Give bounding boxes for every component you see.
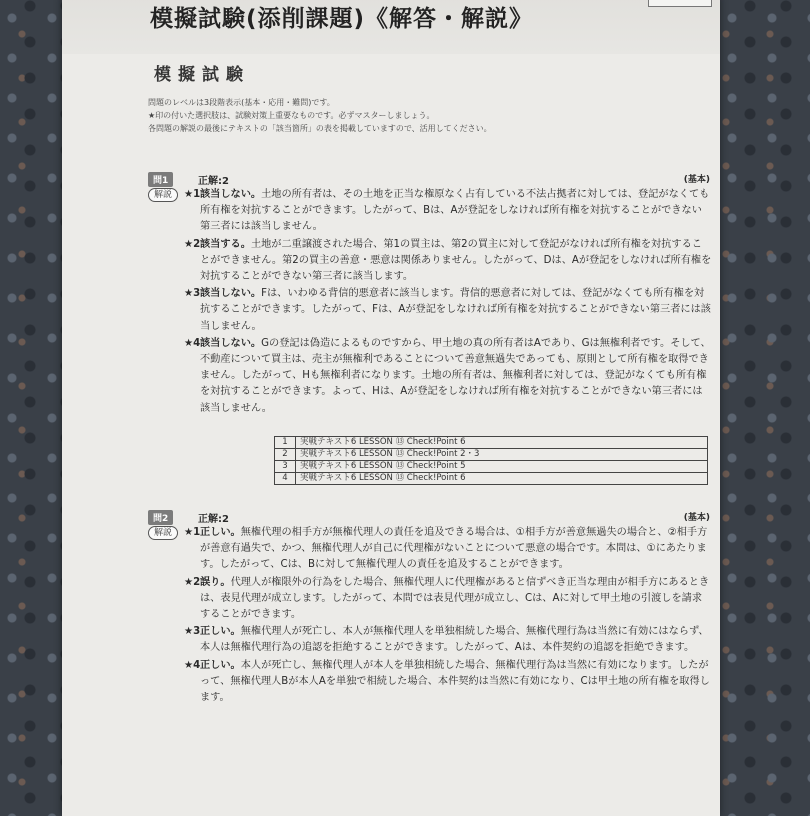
important-mark: ★3 — [184, 626, 201, 638]
answer-sheet-page — [62, 0, 720, 816]
question-badge: 問2 — [148, 510, 173, 525]
important-mark: ★1 — [184, 527, 201, 538]
explanation-item — [184, 658, 712, 707]
explanation-item — [184, 575, 712, 624]
reference-text: 実戦テキスト6 LESSON ⑬ Check!Point 6 — [296, 437, 708, 449]
verdict: 該当しない。 — [200, 288, 262, 300]
explanation-item — [184, 237, 712, 286]
explanation-label: 解説 — [148, 526, 178, 540]
explanation-text: 無権代理人が死亡し、本人が無権代理人を単独相続した場合、無権代理行為は当然に有効にはならず、本人は無権代理行為の追認を拒絶することができます。したがって、Aは、本件契約の追認を拒絶できます。 — [200, 626, 709, 654]
reference-text: 実戦テキスト6 LESSON ⑬ Check!Point 2・3 — [296, 449, 708, 461]
section-title: 模擬試験 — [154, 65, 250, 85]
explanation-text: 土地の所有者は、その土地を正当な権原なく占有している不法占拠者に対しては、登記がなくても所有権を対抗することができます。したがって、Bは、Aが登記をしなければ所有権を対抗することができない第三者には該当しません。 — [200, 189, 710, 233]
important-mark: ★2 — [184, 576, 201, 588]
explanation-text: Gの登記は偽造によるものですから、甲土地の真の所有者はAであり、Gは無権利者です。そして、不動産について買主は、売主が無権利であることについて善意無過失であっても、原則として所有権を取得できません。したがって、Hも無権利者になります。土地の所有者は、無権利者に対しては、登記がなくても所有権を対抗することができます。よって、Hは、Aが登記をしなければ所有権を対抗することができない第三者には該当しません。 — [200, 337, 711, 414]
important-mark: ★3 — [184, 288, 201, 300]
question-1-header — [148, 172, 710, 188]
page-title: 模擬試験(添削課題)《解答・解説》 — [150, 6, 534, 32]
table-row — [275, 461, 708, 473]
verdict: 該当しない。 — [200, 189, 262, 200]
explanation-item — [184, 525, 712, 574]
reference-number: 4 — [275, 473, 296, 485]
reference-table — [274, 436, 708, 485]
verdict: 該当する。 — [200, 238, 251, 250]
question-2-header — [148, 510, 710, 526]
explanation-label: 解説 — [148, 188, 178, 202]
important-mark: ★2 — [184, 238, 201, 250]
verdict: 正しい。 — [200, 659, 241, 671]
reference-text: 実戦テキスト6 LESSON ⑬ Check!Point 5 — [296, 461, 708, 473]
intro-line: ★印の付いた選択肢は、試験対策上重要なものです。必ずマスターしましょう。 — [148, 111, 435, 120]
explanation-text: 本人が死亡し、無権代理人が本人を単独相続した場合、無権代理行為は当然に有効になります。したがって、無権代理人Bが本人Aを単独で相続した場合、本件契約は当然に有効になり、Cは甲土地の所有権を取得します。 — [200, 659, 710, 704]
explanation-text: 土地が二重譲渡された場合、第1の買主は、第2の買主に対して登記がなければ所有権を対抗することができません。第2の買主の善意・悪意は関係ありません。したがって、Dは、Aが登記をしなければ所有権を対抗することができない第三者に該当します。 — [200, 238, 712, 283]
table-row — [275, 449, 708, 461]
correct-answer: 正解:2 — [198, 176, 229, 187]
difficulty-level: (基本) — [683, 513, 710, 523]
explanation-text: 代理人が権限外の行為をした場合、無権代理人に代理権があると信ずべき正当な理由が相手方にあるときは、表見代理が成立します。したがって、本問では表見代理が成立し、Cは、Aに対して甲土地の引渡しを請求することができます。 — [200, 576, 710, 621]
verdict: 正しい。 — [200, 527, 241, 538]
reference-number: 3 — [275, 461, 296, 473]
difficulty-level: (基本) — [683, 175, 710, 185]
reference-text: 実戦テキスト6 LESSON ⑬ Check!Point 6 — [296, 473, 708, 485]
explanation-item — [184, 187, 712, 236]
table-row — [275, 473, 708, 485]
important-mark: ★1 — [184, 189, 201, 200]
explanation-text: Fは、いわゆる背信的悪意者に該当します。背信的悪意者に対しては、登記がなくても所有権を対抗することができます。したがって、Fは、Aが登記をしなければ所有権を対抗することができない第三者には該当しません。 — [200, 288, 711, 332]
explanation-item — [184, 286, 712, 335]
explanation-item — [184, 624, 712, 656]
intro-line: 各問題の解説の最後にテキストの「該当箇所」の表を掲載していますので、活用してください。 — [148, 124, 492, 133]
important-mark: ★4 — [184, 337, 201, 349]
intro-notes — [148, 96, 688, 135]
correct-answer: 正解:2 — [198, 514, 229, 525]
reference-number: 2 — [275, 449, 296, 461]
question-badge: 問1 — [148, 172, 173, 187]
reference-number: 1 — [275, 437, 296, 449]
table-row — [275, 437, 708, 449]
question-2-explanations — [184, 525, 712, 707]
verdict: 該当しない。 — [200, 337, 262, 349]
explanation-text: 無権代理の相手方が無権代理人の責任を追及できる場合は、①相手方が善意無過失の場合と、②相手方が善意有過失で、かつ、無権代理人が自己に代理権がないことについて悪意の場合です。本問は、①にあたります。したがって、Cは、Bに対して無権代理人の責任を追及することができます。 — [200, 527, 708, 571]
question-1-explanations — [184, 187, 712, 418]
corner-tab — [648, 0, 712, 7]
verdict: 誤り。 — [200, 576, 231, 588]
important-mark: ★4 — [184, 659, 201, 671]
verdict: 正しい。 — [200, 626, 241, 638]
intro-line: 問題のレベルは3段階表示(基本・応用・難問)です。 — [148, 98, 335, 107]
explanation-item — [184, 336, 712, 417]
